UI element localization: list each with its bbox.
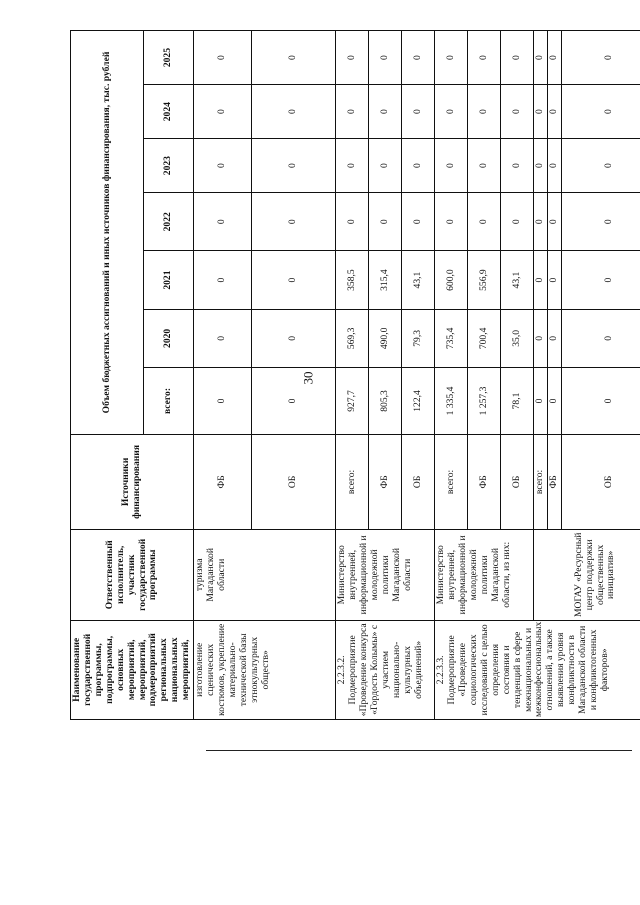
continued-name: изготовление сценических костюмов, укрепление материально-технической базы этнокультурных обществ» (194, 620, 336, 719)
table-cell: 0 (336, 31, 369, 85)
year-header: 2025 (144, 31, 194, 85)
table-cell: 0 (548, 31, 562, 85)
table-cell: 0 (534, 309, 548, 367)
table-cell: всего: (534, 434, 548, 529)
footer-rule (206, 750, 632, 751)
table-cell: ФБ (369, 434, 402, 529)
table-cell: 0 (561, 193, 640, 251)
table-cell: 0 (369, 193, 402, 251)
table-cell: 0 (402, 31, 435, 85)
subactivity-2233-participant: МОГАУ «Ресурсный центр поддержки общественных инициатив» (534, 529, 640, 620)
table-cell: 0 (534, 31, 548, 85)
table-cell: 805,3 (369, 368, 402, 435)
subactivity-2233-name: 2.2.3.3. Подмероприятие «Проведение социологических исследований с целью определения состояния и тенденций в сфере межнациональных и межконфессиональных отношений, а также выявления уровня конфликтности в Магаданской области и конфликтогенных факторов» (435, 620, 640, 719)
table-cell: 43,1 (501, 251, 534, 309)
table-cell: 0 (501, 85, 534, 139)
subactivity-2233-executor: Министерство внутренней, информационной и молодежной политики Магаданской области, из них: (435, 529, 534, 620)
table-cell: 0 (252, 193, 336, 251)
table-cell: 0 (534, 251, 548, 309)
table-cell: 0 (194, 193, 252, 251)
table-cell: всего: (336, 434, 369, 529)
table-cell: 315,4 (369, 251, 402, 309)
table-row (435, 31, 468, 720)
table-cell: ОБ (252, 434, 336, 529)
header-executor: Ответственный исполнитель, участник государственной программы (71, 529, 194, 620)
table-cell: 0 (501, 193, 534, 251)
table-cell: 0 (369, 85, 402, 139)
table-cell: 927,7 (336, 368, 369, 435)
table-cell: 0 (252, 85, 336, 139)
table-cell: 0 (252, 31, 336, 85)
table-cell: 0 (561, 85, 640, 139)
year-header: всего: (144, 368, 194, 435)
table-cell: 490,0 (369, 309, 402, 367)
table-cell: 0 (534, 193, 548, 251)
table-cell: 700,4 (468, 309, 501, 367)
table-cell: 569,3 (336, 309, 369, 367)
continued-executor: туризма Магаданской области (194, 529, 336, 620)
table-cell: 0 (435, 139, 468, 193)
table-cell: 0 (252, 139, 336, 193)
table-cell: 0 (561, 31, 640, 85)
table-cell: 0 (252, 251, 336, 309)
table-cell: 0 (369, 31, 402, 85)
budget-table (70, 30, 640, 720)
table-cell: 0 (561, 251, 640, 309)
header-volume: Объем бюджетных ассигнований и иных источников финансирования, тыс. рублей (71, 31, 144, 435)
table-cell: ОБ (402, 434, 435, 529)
table-cell: ОБ (501, 434, 534, 529)
table-cell: 358,5 (336, 251, 369, 309)
table-cell: 0 (561, 139, 640, 193)
table-cell: 0 (369, 139, 402, 193)
table-cell: 0 (468, 193, 501, 251)
table-cell: 0 (548, 368, 562, 435)
table-cell: 78,1 (501, 368, 534, 435)
table-cell: ФБ (194, 434, 252, 529)
table-cell: 600,0 (435, 251, 468, 309)
table-cell: 0 (501, 31, 534, 85)
table-cell: 1 257,3 (468, 368, 501, 435)
table-cell: 0 (548, 309, 562, 367)
header-name: Наименование государственной программы, подпрограммы, основных мероприятий, мероприятий, подмероприятий региональных национальных мероприятий, (71, 620, 194, 719)
table-cell: 0 (561, 309, 640, 367)
table-cell: 0 (548, 139, 562, 193)
year-header: 2023 (144, 139, 194, 193)
table-row (194, 31, 252, 720)
table-row (336, 31, 369, 720)
table-cell: 0 (435, 193, 468, 251)
table-cell: 0 (561, 368, 640, 435)
table-cell: 0 (336, 193, 369, 251)
table-cell: 0 (468, 31, 501, 85)
header-source: Источники финансирования (71, 434, 194, 529)
table-cell: 0 (194, 251, 252, 309)
table-cell: всего: (435, 434, 468, 529)
table-cell: ФБ (468, 434, 501, 529)
year-header: 2020 (144, 309, 194, 367)
year-header: 2024 (144, 85, 194, 139)
table-cell: 735,4 (435, 309, 468, 367)
table-cell: 0 (194, 309, 252, 367)
table-cell: 0 (548, 251, 562, 309)
page-number: 30 (300, 371, 316, 385)
table-cell: 0 (194, 139, 252, 193)
table-cell: ФБ (548, 434, 562, 529)
table-cell: 0 (194, 368, 252, 435)
table-cell: 0 (435, 31, 468, 85)
subactivity-2232-executor: Министерство внутренней, информационной и молодежной политики Магаданской области (336, 529, 435, 620)
table-cell: 0 (252, 368, 336, 435)
table-cell: 0 (548, 85, 562, 139)
table-cell: ОБ (561, 434, 640, 529)
table-cell: 0 (402, 139, 435, 193)
table-cell: 0 (501, 139, 534, 193)
table-cell: 0 (252, 309, 336, 367)
table-cell: 0 (194, 85, 252, 139)
table-cell: 0 (336, 139, 369, 193)
table-cell: 79,3 (402, 309, 435, 367)
table-cell: 0 (534, 85, 548, 139)
table-cell: 0 (468, 139, 501, 193)
table-cell: 1 335,4 (435, 368, 468, 435)
table-cell: 0 (194, 31, 252, 85)
table-cell: 43,1 (402, 251, 435, 309)
table-cell: 0 (402, 193, 435, 251)
table-cell: 556,9 (468, 251, 501, 309)
year-header: 2021 (144, 251, 194, 309)
table-cell: 0 (534, 139, 548, 193)
table-cell: 35,0 (501, 309, 534, 367)
table-cell: 0 (435, 85, 468, 139)
table-cell: 0 (548, 193, 562, 251)
table-cell: 0 (402, 85, 435, 139)
table-row (534, 31, 548, 720)
subactivity-2232-name: 2.2.3.2. Подмероприятие «Проведение конкурса «Гордость Колымы» с участием национально-культурных объединений» (336, 620, 435, 719)
table-cell: 122,4 (402, 368, 435, 435)
table-cell: 0 (468, 85, 501, 139)
budget-table-rotated (70, 30, 640, 720)
table-cell: 0 (336, 85, 369, 139)
table-cell: 0 (534, 368, 548, 435)
year-header: 2022 (144, 193, 194, 251)
